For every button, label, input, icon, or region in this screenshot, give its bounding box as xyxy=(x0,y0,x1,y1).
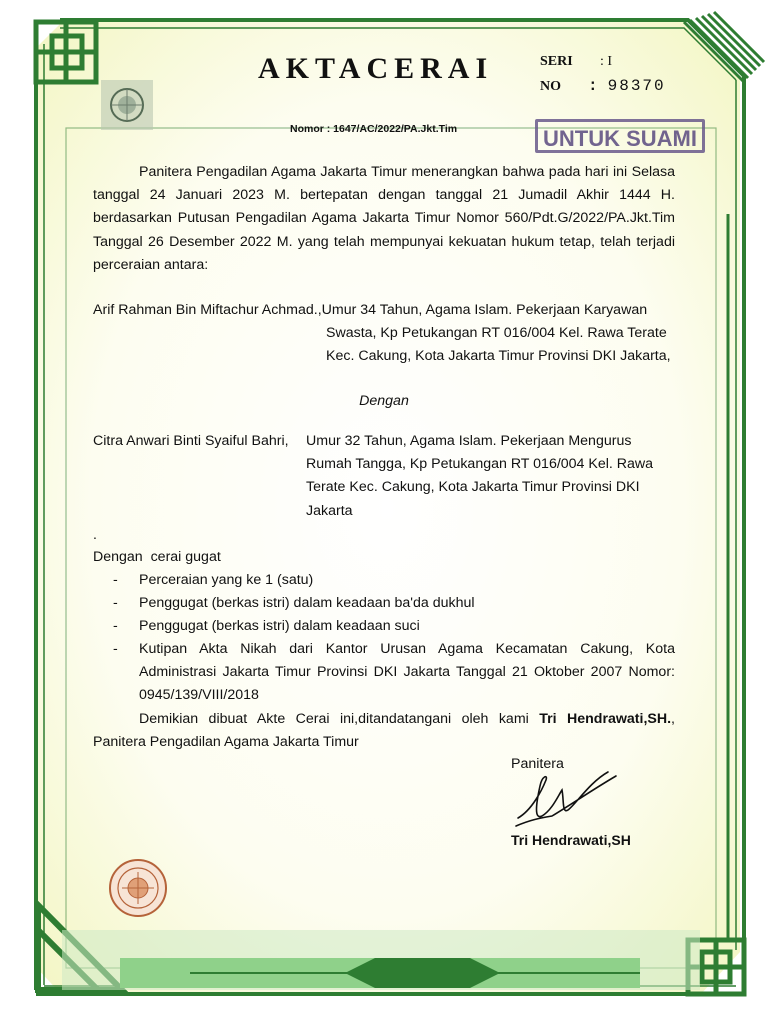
serial-number-value: 98370 xyxy=(607,77,666,95)
party1-line3: Kec. Cakung, Kota Jakarta Timur Provinsi DKI Jakarta, xyxy=(326,348,671,365)
closing-text-end: , Panitera Pengadilan Agama Jakarta Timur xyxy=(93,711,675,751)
no-label: NO xyxy=(540,79,561,94)
closing-text: Demikian dibuat Akte Cerai ini,ditandatangani oleh kami xyxy=(139,711,540,727)
closing-paragraph xyxy=(93,708,675,754)
list-dash: - xyxy=(113,595,118,611)
party-husband xyxy=(93,299,675,369)
court-seal-icon xyxy=(108,858,168,918)
party2-line2: Rumah Tangga, Kp Petukangan RT 016/004 Kel. Rawa xyxy=(306,456,654,473)
list-dash: - xyxy=(113,618,118,634)
list-item xyxy=(113,615,675,638)
party2-line3: Terate Kec. Cakung, Kota Jakarta Timur Provinsi DKI xyxy=(306,479,640,496)
list-item-text: Penggugat (berkas istri) dalam keadaan suci xyxy=(139,618,420,634)
dengan-separator: Dengan xyxy=(359,393,409,409)
document-number: Nomor : 1647/AC/2022/PA.Jkt.Tim xyxy=(290,123,458,135)
seri-value: : I xyxy=(600,54,613,69)
stray-dot: . xyxy=(93,526,97,542)
party1-line1: Arif Rahman Bin Miftachur Achmad.,Umur 34 Tahun, Agama Islam. Pekerjaan Karyawan xyxy=(93,302,648,318)
serial-number xyxy=(588,77,666,95)
signer-name-inline: Tri Hendrawati,SH. xyxy=(539,711,672,727)
handwritten-signature-icon xyxy=(512,770,622,832)
list-dash: - xyxy=(113,641,118,657)
opening-text: Panitera Pengadilan Agama Jakarta Timur menerangkan bahwa pada hari ini Selasa tanggal 24 Januari 2023 M. bertepatan dengan tanggal 21 Jumadil Akhir 1444 H. berdasarkan Putusan Pengadilan Agama Jakarta Timur Nomor 560/Pdt.G/2022/PA.Jkt.Tim Tanggal 26 Desember 2022 M. yang telah mempunyai kekuatan hukum tetap, telah terjadi perceraian antara: xyxy=(93,164,675,273)
gugat-heading: Dengan cerai gugat xyxy=(93,549,221,565)
list-dash: - xyxy=(113,572,118,588)
party2-name: Citra Anwari Binti Syaiful Bahri, xyxy=(93,433,289,449)
party2-line1: Umur 32 Tahun, Agama Islam. Pekerjaan Mengurus xyxy=(306,433,632,449)
document-title: AKTACERAI xyxy=(258,52,494,85)
list-item-text: Kutipan Akta Nikah dari Kantor Urusan Agama Kecamatan Cakung, Kota Administrasi Jakarta Timur Provinsi DKI Jakarta Tanggal 21 Oktober 2007 Nomor: 0945/139/VIII/2018 xyxy=(139,641,675,704)
no-colon: : xyxy=(588,77,600,95)
list-item-text: Penggugat (berkas istri) dalam keadaan ba'da dukhul xyxy=(139,595,475,611)
signer-name: Tri Hendrawati,SH xyxy=(511,832,631,848)
opening-paragraph xyxy=(93,161,675,277)
party-wife xyxy=(93,430,675,523)
signature-role: Panitera xyxy=(511,756,564,772)
party2-line4: Jakarta xyxy=(306,502,353,519)
recipient-stamp: UNTUK SUAMI xyxy=(535,119,705,153)
party1-line2: Swasta, Kp Petukangan RT 016/004 Kel. Rawa Terate xyxy=(326,325,667,342)
seri-label: SERI xyxy=(540,54,573,69)
list-item xyxy=(113,638,675,708)
list-item xyxy=(113,569,675,592)
list-item-text: Perceraian yang ke 1 (satu) xyxy=(139,572,314,588)
list-item xyxy=(113,592,675,615)
